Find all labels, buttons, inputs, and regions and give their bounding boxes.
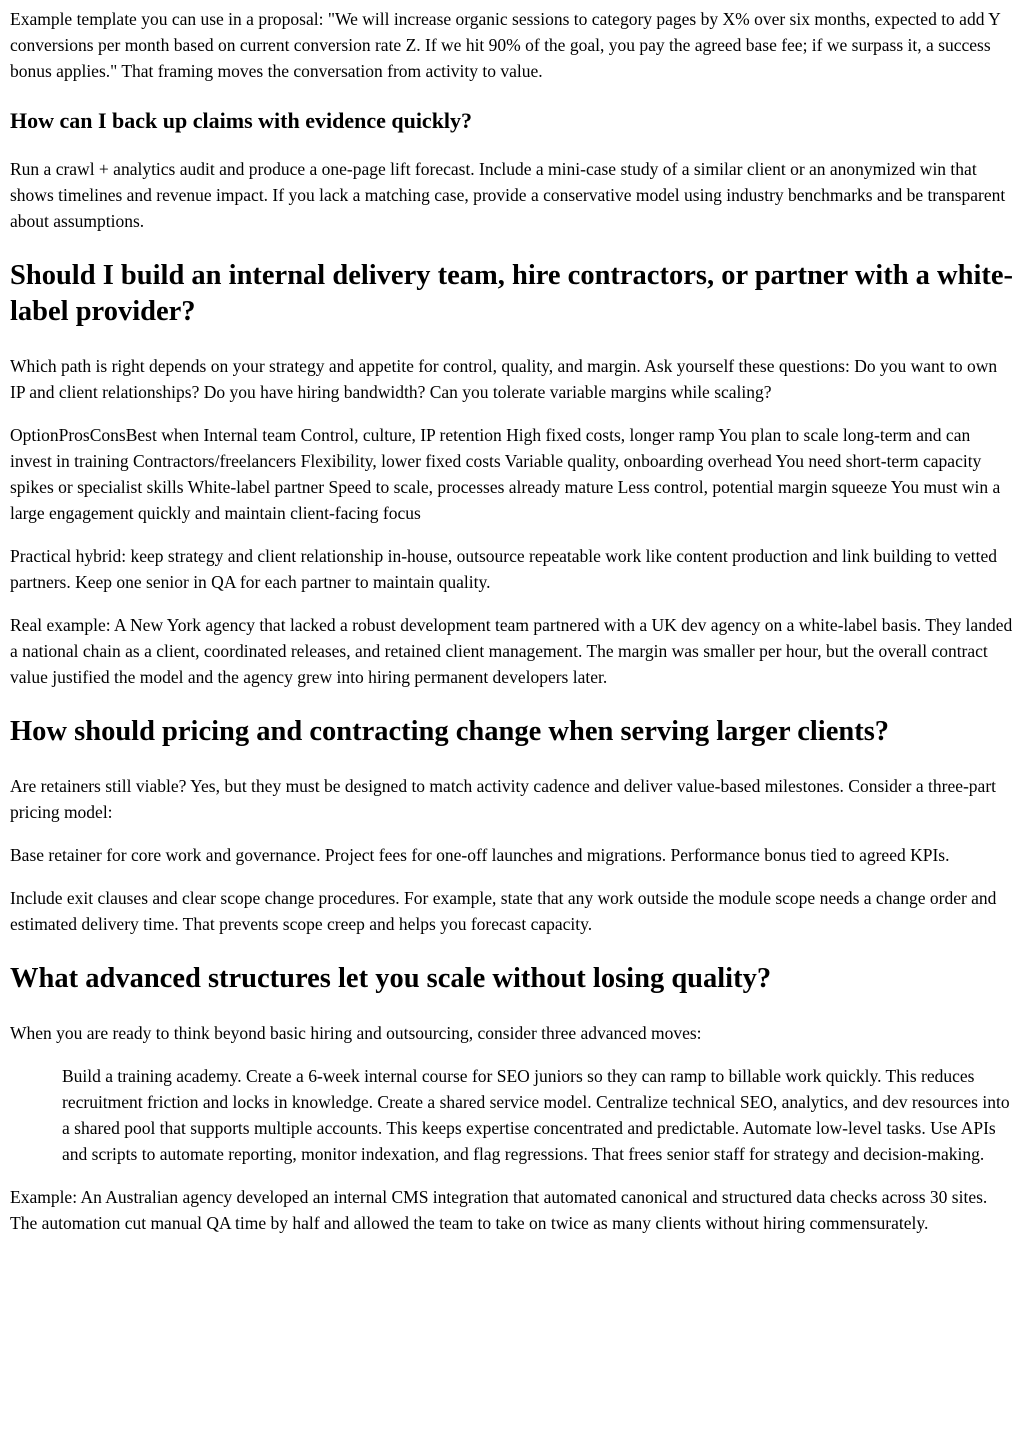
section-heading-evidence: How can I back up claims with evidence quickly? <box>10 108 473 133</box>
section-heading-pricing-contracting: How should pricing and contracting change when serving larger clients? <box>10 716 890 747</box>
paragraph-example-australian: Example: An Australian agency developed an internal CMS integration that automated canonical and structured data checks across 30 sites. The automation cut manual QA time by half and allowed the team to take on twice as many clients without hiring commensurately. <box>10 1187 988 1233</box>
paragraph-which-path: Which path is right depends on your strategy and appetite for control, quality, and margin. Ask yourself these questions: Do you want to own IP and client relationships? Do you have hiring bandwidth? Can you tolerate variable margins while scaling? <box>10 356 998 402</box>
paragraph-base-retainer: Base retainer for core work and governance. Project fees for one-off launches and migrations. Performance bonus tied to agreed KPIs. <box>10 845 950 865</box>
paragraph-exit-clauses: Include exit clauses and clear scope change procedures. For example, state that any work outside the module scope needs a change order and estimated delivery time. That prevents scope creep and helps you forecast capacity. <box>10 888 997 934</box>
section-heading-advanced-structures: What advanced structures let you scale without losing quality? <box>10 963 772 994</box>
paragraph-proposal-template: Example template you can use in a proposal: "We will increase organic sessions to category pages by X% over six months, expected to add Y conversions per month based on current conversion rate Z. If we hit 90% of the goal, you pay the agreed base fee; if we surpass it, a success bonus applies." That framing moves the conversation from activity to value. <box>10 9 1001 81</box>
indented-block-advanced-moves: Build a training academy. Create a 6-week internal course for SEO juniors so they can ramp to billable work quickly. This reduces recruitment friction and locks in knowledge. Create a shared service model. Centralize technical SEO, analytics, and dev resources into a shared pool that supports multiple accounts. This keeps expertise concentrated and predictable. Automate low-level tasks. Use APIs and scripts to automate reporting, monitor indexation, and flag regressions. That frees senior staff for strategy and decision-making. <box>62 1066 1010 1164</box>
paragraph-real-example-ny: Real example: A New York agency that lacked a robust development team partnered with a UK dev agency on a white-label basis. They landed a national chain as a client, coordinated releases, and retained client management. The margin was smaller per hour, but the overall contract value justified the model and the agency grew into hiring permanent developers later. <box>10 615 1013 687</box>
paragraph-option-pros-cons: OptionProsConsBest when Internal team Control, culture, IP retention High fixed costs, longer ramp You plan to scale long-term and can invest in training Contractors/freelancers Flexibility, lower fixed costs Variable quality, onboarding overhead You need short-term capacity spikes or specialist skills White-label partner Speed to scale, processes already mature Less control, potential margin squeeze You must win a large engagement quickly and maintain client-facing focus <box>10 425 1001 523</box>
paragraph-retainers-viable: Are retainers still viable? Yes, but they must be designed to match activity cadence and deliver value-based milestones. Consider a three-part pricing model: <box>10 776 997 822</box>
section-heading-delivery-team: Should I build an internal delivery team, hire contractors, or partner with a white-label provider? <box>10 260 1014 327</box>
paragraph-practical-hybrid: Practical hybrid: keep strategy and client relationship in-house, outsource repeatable work like content production and link building to vetted partners. Keep one senior in QA for each partner to maintain quality. <box>10 546 998 592</box>
paragraph-crawl-audit: Run a crawl + analytics audit and produce a one-page lift forecast. Include a mini-case study of a similar client or an anonymized win that shows timelines and revenue impact. If you lack a matching case, provide a conservative model using industry benchmarks and be transparent about assumptions. <box>10 159 1006 231</box>
paragraph-advanced-moves-intro: When you are ready to think beyond basic hiring and outsourcing, consider three advanced moves: <box>10 1023 702 1043</box>
